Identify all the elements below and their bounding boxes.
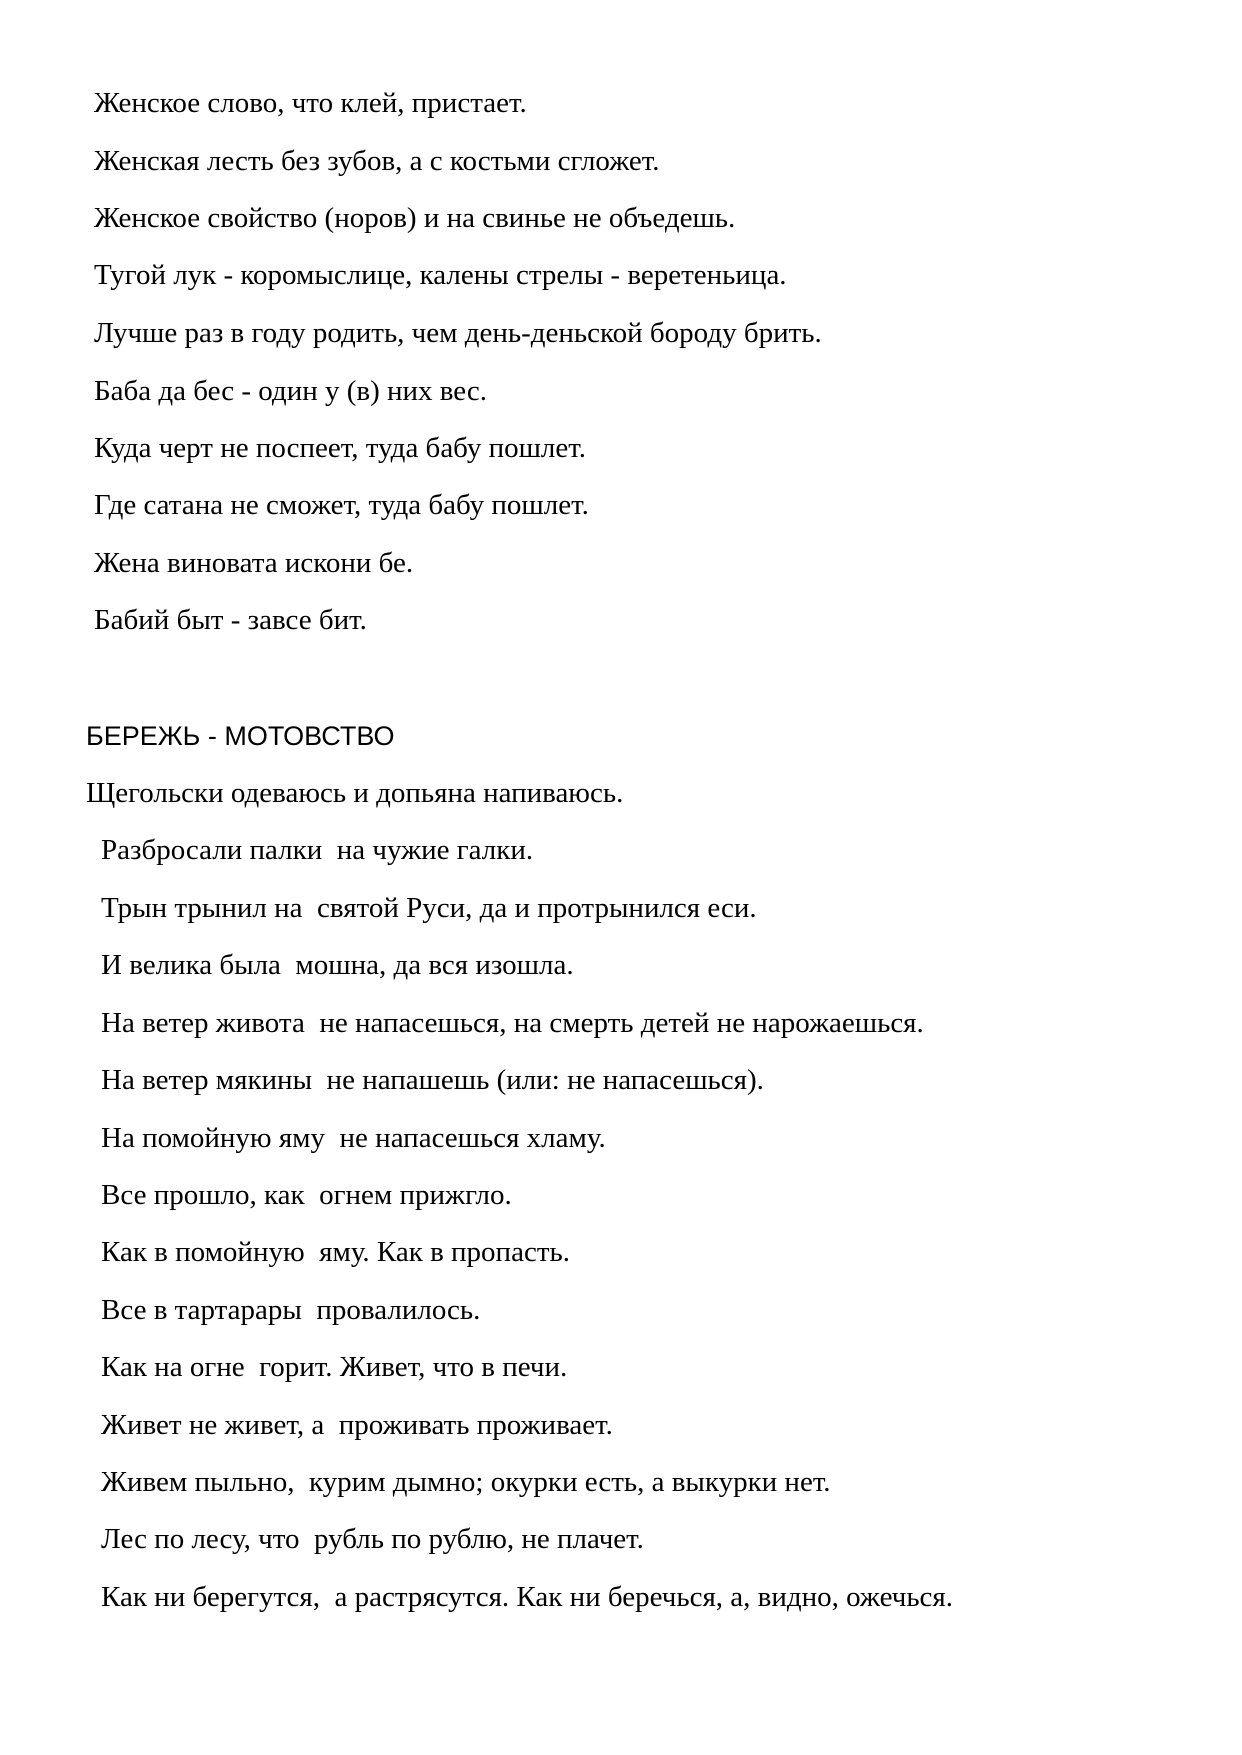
proverb-line: На ветер живота не напасешься, на смерть детей не нарожаешься.: [101, 1007, 924, 1039]
proverb-line: Лес по лесу, что рубль по рублю, не плачет.: [101, 1523, 644, 1555]
proverb-line: Лучше раз в году родить, чем день-деньской бороду брить.: [94, 317, 822, 349]
proverb-line: И велика была мошна, да вся изошла.: [101, 949, 574, 981]
proverb-line: Женское слово, что клей, пристает.: [94, 87, 527, 119]
proverb-line: На ветер мякины не напашешь (или: не напасешься).: [101, 1064, 764, 1096]
proverb-line: Бабий быт - завсе бит.: [94, 604, 367, 636]
proverb-line: Живет не живет, а проживать проживает.: [101, 1409, 613, 1441]
proverb-line: Разбросали палки на чужие галки.: [101, 834, 534, 866]
proverb-line: Трын трынил на святой Руси, да и протрынился еси.: [101, 892, 757, 924]
proverb-line: Щегольски одеваюсь и допьяна напиваюсь.: [86, 777, 624, 809]
proverb-line: Живем пыльно, курим дымно; окурки есть, а выкурки нет.: [101, 1466, 831, 1498]
proverb-line: Тугой лук - коромыслице, калены стрелы - веретеньица.: [94, 259, 787, 291]
proverb-line: Где сатана не сможет, туда бабу пошлет.: [94, 489, 589, 521]
proverb-line: Все прошло, как огнем прижгло.: [101, 1179, 512, 1211]
proverb-line: Баба да бес - один у (в) них вес.: [94, 375, 488, 407]
proverb-line: Как ни берегутся, а растрясутся. Как ни беречься, а, видно, ожечься.: [101, 1581, 954, 1613]
proverb-line: На помойную яму не напасешься хламу.: [101, 1122, 606, 1154]
proverb-line: Жена виновата искони бе.: [94, 547, 414, 579]
proverb-line: Женское свойство (норов) и на свинье не объедешь.: [94, 202, 736, 234]
proverb-line: Как на огне горит. Живет, что в печи.: [101, 1351, 568, 1383]
proverb-line: Куда черт не поспеет, туда бабу пошлет.: [94, 432, 587, 464]
proverb-line: Женская лесть без зубов, а с костьми сгложет.: [94, 145, 660, 177]
section-heading: БЕРЕЖЬ - МОТОВСТВО: [86, 721, 395, 751]
proverb-line: Как в помойную яму. Как в пропасть.: [101, 1236, 570, 1268]
proverb-line: Все в тартарары провалилось.: [101, 1294, 481, 1326]
